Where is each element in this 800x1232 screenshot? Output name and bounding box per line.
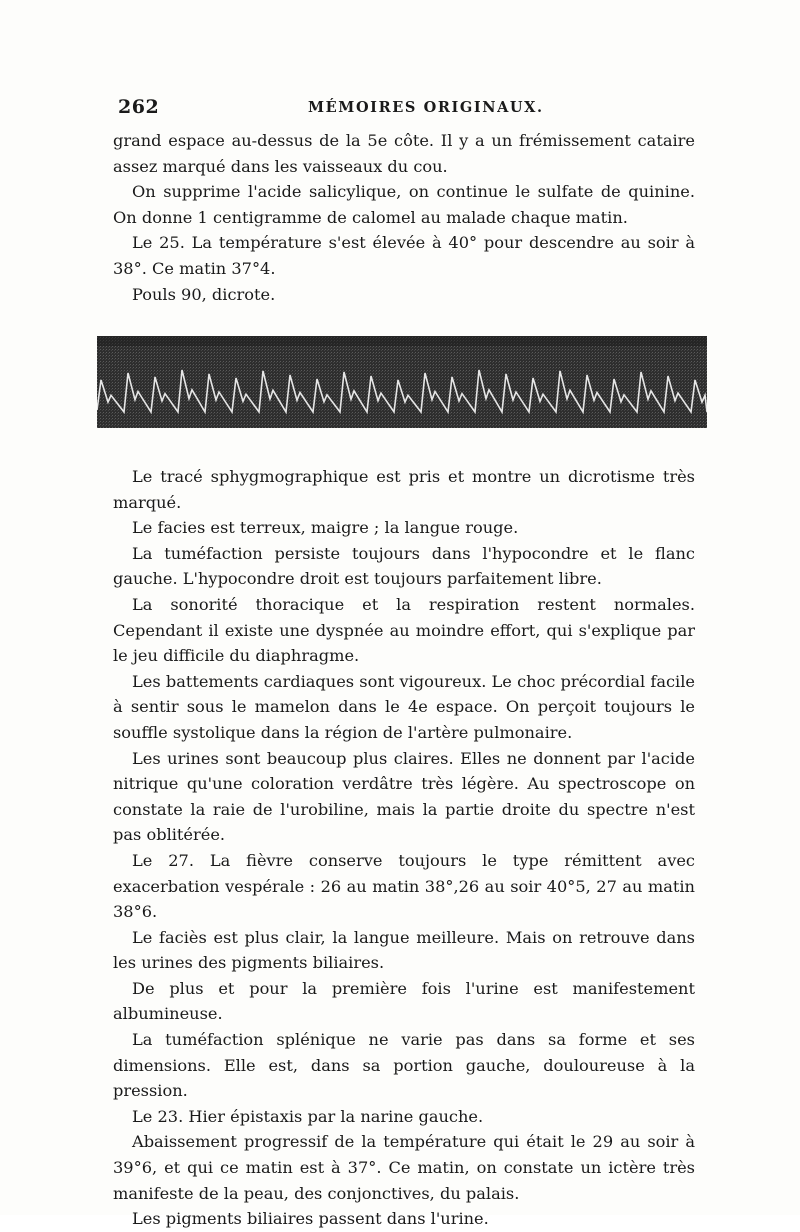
paragraph: Les urines sont beaucoup plus claires. Elles ne donnent par l'acide nitrique qu'une coloration verdâtre très légère. Au spectroscope on constate la raie de l'urobiline, mais la partie droite du spectre n'est pas oblitérée. [113,748,695,845]
paragraph: Le faciès est plus clair, la langue meilleure. Mais on retrouve dans les urines des pigments biliaires. [113,927,695,973]
paragraph: On supprime l'acide salicylique, on continue le sulfate de quinine. On donne 1 centigramme de calomel au malade chaque matin. [113,182,695,227]
tracing-top-band [97,336,707,346]
paragraph: Les pigments biliaires passent dans l'urine. [132,1209,489,1229]
running-head [118,96,688,122]
sphygmographic-tracing-figure [97,334,707,432]
paragraph: La sonorité thoracique et la respiration restent normales. Cependant il existe une dyspnée au moindre effort, qui s'explique par le jeu difficile du diaphragme. [113,594,695,666]
paragraph: Abaissement progressif de la température qui était le 29 au soir à 39°6, et qui ce matin est à 37°. Ce matin, on constate un ictère très manifeste de la peau, des conjonctives, du palais. [113,1132,695,1203]
paragraph: grand espace au-dessus de la 5e côte. Il y a un frémissement cataire assez marqué dans les vaisseaux du cou. [113,131,695,176]
paragraph: Pouls 90, dicrote. [132,284,276,304]
paragraph: La tuméfaction splénique ne varie pas dans sa forme et ses dimensions. Elle est, dans sa portion gauche, douloureuse à la pression. [113,1030,695,1101]
paragraph: Le 23. Hier épistaxis par la narine gauche. [132,1106,484,1126]
paragraph: Le 27. La fièvre conserve toujours le type rémittent avec exacerbation vespérale : 26 au matin 38°,26 au soir 40°5, 27 au matin 38°6. [113,850,695,922]
paragraph: Le tracé sphygmographique est pris et montre un dicrotisme très marqué. [113,467,695,512]
text-block-top [113,128,695,307]
paragraph: Les battements cardiaques sont vigoureux. Le choc précordial facile à sentir sous le mamelon dans le 4e espace. On perçoit toujours le souffle systolique dans la région de l'artère pulmonaire. [113,671,695,742]
paragraph: Le facies est terreux, maigre ; la langue rouge. [132,518,519,538]
text-block-bottom [113,464,695,1232]
running-title: MÉMOIRES ORIGINAUX. [308,99,544,116]
paragraph: La tuméfaction persiste toujours dans l'hypocondre et le flanc gauche. L'hypocondre droit est toujours parfaitement libre. [113,543,695,589]
page-number: 262 [118,96,160,118]
paragraph: De plus et pour la première fois l'urine est manifestement albumineuse. [113,978,695,1024]
paragraph: Le 25. La température s'est élevée à 40° pour descendre au soir à 38°. Ce matin 37°4. [113,233,695,278]
tracing-lower-margin [97,434,707,444]
